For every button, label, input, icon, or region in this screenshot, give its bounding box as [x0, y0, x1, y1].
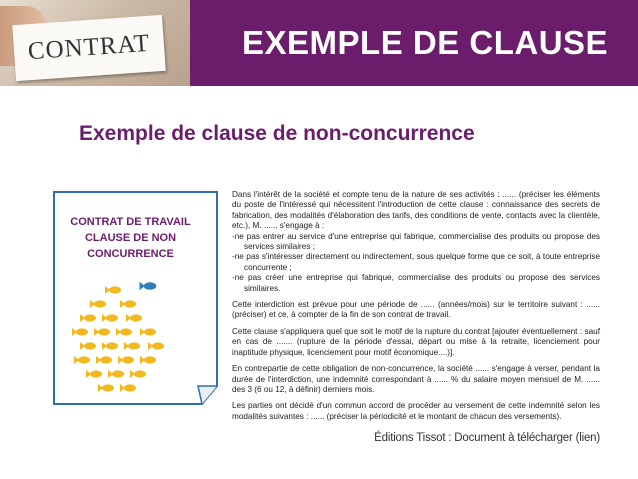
fish-icon — [74, 356, 90, 364]
fish-icon — [140, 356, 156, 364]
fish-icon — [116, 328, 132, 336]
contract-card-label: CONTRAT — [27, 29, 151, 66]
clause-text — [232, 190, 600, 428]
clause-paragraph — [232, 190, 600, 294]
clause-paragraph: Cette interdiction est prévue pour une période de ...... (années/mois) sur le territoire suivant : ...... (préciser) et ce, à compter de la fin de son contrat de travail. — [232, 300, 600, 320]
clause-list-item: -ne pas entrer au service d'une entreprise qui fabrique, commercialise des produits ou propose des services similaires ; — [232, 231, 600, 252]
slide-subtitle: Exemple de clause de non-concurrence — [79, 122, 475, 145]
clause-list-item: -ne pas créer une entreprise qui fabrique, commercialise des produits ou propose des services similaires. — [232, 273, 600, 293]
fish-icon — [124, 342, 140, 350]
fish-icon — [120, 384, 136, 392]
fish-icon — [80, 314, 96, 322]
document-title-line1: CONTRAT DE TRAVAIL — [70, 216, 191, 228]
page-title: EXEMPLE DE CLAUSE — [242, 24, 609, 61]
clause-intro: Dans l'intérêt de la société et compte tenu de la nature de ses activités : ...... (préciser les éléments du poste de l'intéressé qui nécessitent l'introduction de cette clause : connaissance des secrets de fabrication, des modalités d'élaboration des tarifs, des conditions de vente, contacts avec la clientèle, etc.), M. ...... s'engage à : — [232, 190, 600, 231]
fish-icon — [80, 342, 96, 350]
fish-icon — [118, 356, 134, 364]
fish-icon — [94, 328, 110, 336]
fish-icon — [86, 370, 102, 378]
fish-icon — [108, 370, 124, 378]
fish-icon — [130, 370, 146, 378]
clause-list-item: -ne pas s'intéresser directement ou indirectement, sous quelque forme que ce soit, à toute entreprise concurrente ; — [232, 252, 600, 272]
fish-icon — [126, 314, 142, 322]
source-caption[interactable]: Éditions Tissot : Document à télécharger (lien) — [374, 432, 600, 444]
clause-paragraph: En contrepartie de cette obligation de non-concurrence, la société ...... s'engage à verser, pendant la durée de l'interdiction, une indemnité correspondant à ...... % du salaire moyen mensuel de M. ...... des 3 (6 ou 12, à définir) derniers mois. — [232, 364, 600, 394]
fish-icon — [72, 328, 88, 336]
fish-icon — [102, 342, 118, 350]
document-title-line2: CLAUSE DE NON — [84, 232, 177, 244]
document-title-line3: CONCURRENCE — [87, 248, 174, 260]
contract-card — [12, 15, 166, 81]
fish-icon — [105, 286, 121, 294]
fish-icon — [120, 300, 136, 308]
contract-photo — [0, 0, 190, 86]
fish-icon — [148, 342, 164, 350]
fish-icon — [140, 328, 156, 336]
clause-paragraph: Cette clause s'appliquera quel que soit le motif de la rupture du contrat [ajouter éventuellement : sauf en cas de ....... (rupture de la période d'essai, départ ou mise à la retraite, licenciement pour inaptitude physique, licenciement pour motif économique....)]. — [232, 326, 600, 357]
fish-icon — [102, 314, 118, 322]
fish-icon — [98, 384, 114, 392]
fish-icon — [96, 356, 112, 364]
document-title — [52, 214, 209, 262]
fish-school-illustration — [20, 278, 220, 408]
leader-fish-icon — [140, 282, 157, 290]
header-banner — [0, 0, 638, 86]
clause-paragraph: Les parties ont décidé d'un commun accord de procéder au versement de cette indemnité selon les modalités suivantes : ...... (préciser la périodicité et le montant de chacun des versements). — [232, 401, 600, 421]
fish-icon — [90, 300, 106, 308]
